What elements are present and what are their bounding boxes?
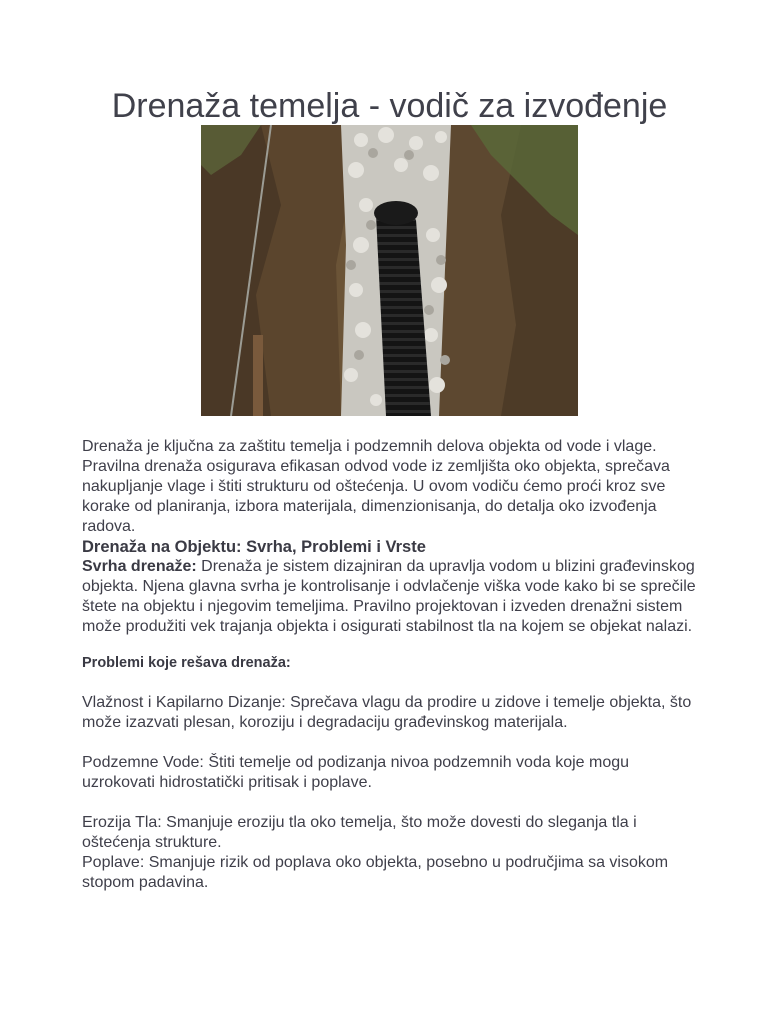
problem-item: Podzemne Vode: Štiti temelje od podizanja nivoa podzemnih voda koje mogu uzrokovati hidrostatički pritisak i poplave. <box>82 754 630 791</box>
page-title: Drenaža temelja - vodič za izvođenje <box>111 87 668 125</box>
problem-item: Poplave: Smanjuje rizik od poplava oko objekta, posebno u područjima sa visokom stopom padavina. <box>82 854 669 891</box>
drainage-pipe-trench-photo <box>201 125 578 416</box>
problem-item: Vlažnost i Kapilarno Dizanje: Sprečava vlagu da prodire u zidove i temelje objekta, što može izazvati plesan, koroziju i degradaciju građevinskog materijala. <box>82 694 692 731</box>
section-heading: Drenaža na Objektu: Svrha, Problemi i Vrste <box>82 538 426 556</box>
problem-item: Erozija Tla: Smanjuje eroziju tla oko temelja, što može dovesti do sleganja tla i oštećenja strukture. <box>82 814 637 851</box>
purpose-label: Svrha drenaže: <box>82 558 197 575</box>
article-body <box>82 437 702 893</box>
intro-paragraph: Drenaža je ključna za zaštitu temelja i podzemnih delova objekta od vode i vlage. Pravilna drenaža osigurava efikasan odvod vode iz zemljišta oko objekta, sprečava nakupljanje vlage i štiti strukturu od oštećenja. U ovom vodiču ćemo proći kroz sve korake od planiranja, izbora materijala, dimenzionisanja, do detalja oko izvođenja radova. <box>82 438 670 535</box>
problems-heading: Problemi koje rešava drenaža: <box>82 655 291 671</box>
purpose-text: Drenaža je sistem dizajniran da upravlja vodom u blizini građevinskog objekta. Njena glavna svrha je kontrolisanje i odvlačenje viška vode kako bi se sprečile štete na objektu i njegovim temeljima. Pravilno projektovan i izveden drenažni sistem može produžiti vek trajanja objekta i osigurati stabilnost tla na kojem se objekat nalazi. <box>82 558 696 635</box>
purpose-paragraph <box>82 557 702 637</box>
